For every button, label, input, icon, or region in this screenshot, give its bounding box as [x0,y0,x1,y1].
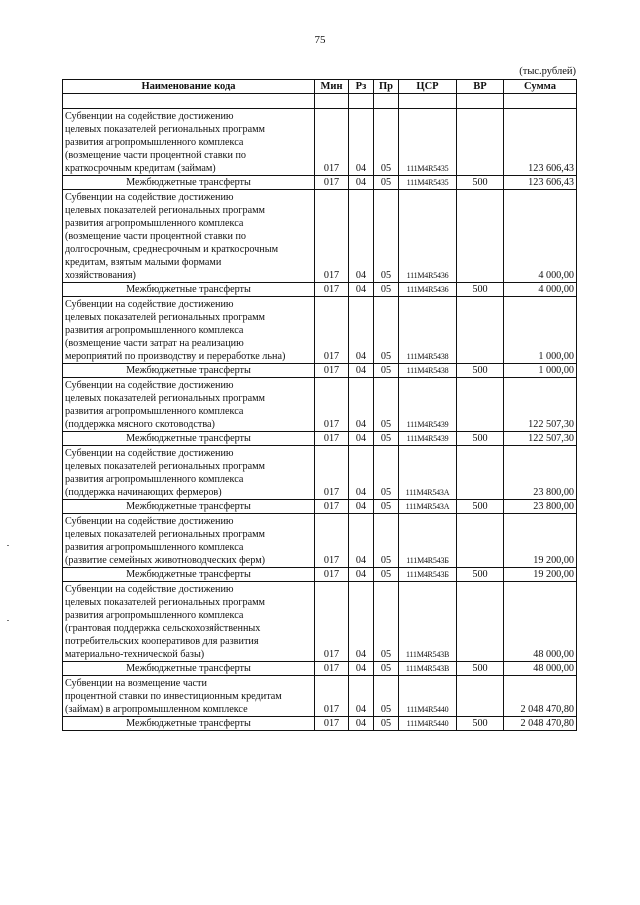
cell-csr: 111М4R5435 [399,176,457,190]
cell-min: 017 [315,283,349,297]
cell-min: 017 [315,717,349,731]
table-subrow [63,568,577,582]
cell-vr [457,514,504,568]
cell-rz: 04 [349,364,374,378]
cell-vr: 500 [457,662,504,676]
cell-vr: 500 [457,717,504,731]
cell-csr: 111М4R543А [399,446,457,500]
cell-sum: 123 606,43 [504,109,577,176]
cell-min: 017 [315,582,349,662]
table-row [63,190,577,283]
cell-name: Межбюджетные трансферты [63,432,315,446]
cell-sum: 1 000,00 [504,297,577,364]
table-row [63,109,577,176]
table-subrow [63,176,577,190]
table-row [63,446,577,500]
cell-rz: 04 [349,662,374,676]
header-name: Наименование кода [63,80,315,94]
cell-rz: 04 [349,500,374,514]
cell-vr [457,378,504,432]
cell-name: Субвенции на содействие достижению целевых показателей региональных программ развития агропромышленного комплекса (поддержка мясного скотоводства) [63,378,315,432]
table-row [63,514,577,568]
cell-pr: 05 [374,500,399,514]
cell-rz: 04 [349,378,374,432]
cell-csr: 111М4R543Б [399,514,457,568]
cell-name: Межбюджетные трансферты [63,568,315,582]
cell-vr [457,582,504,662]
cell-sum: 48 000,00 [504,582,577,662]
cell-vr: 500 [457,500,504,514]
cell-name: Субвенции на содействие достижению целевых показателей региональных программ развития агропромышленного комплекса (развитие семейных животноводческих ферм) [63,514,315,568]
table-row [63,582,577,662]
table-subrow [63,500,577,514]
table-body [63,94,577,731]
cell-pr: 05 [374,176,399,190]
cell-rz: 04 [349,432,374,446]
cell-min: 017 [315,500,349,514]
cell-sum: 123 606,43 [504,176,577,190]
cell-csr: 111М4R5435 [399,109,457,176]
table-subrow [63,283,577,297]
cell-name: Межбюджетные трансферты [63,500,315,514]
cell-csr: 111М4R543В [399,662,457,676]
cell-name: Межбюджетные трансферты [63,176,315,190]
scan-mark [7,545,9,546]
cell-vr [457,109,504,176]
cell-csr: 111М4R5440 [399,717,457,731]
table-subrow [63,717,577,731]
cell-min: 017 [315,432,349,446]
cell-pr: 05 [374,364,399,378]
cell-vr: 500 [457,283,504,297]
cell-rz: 04 [349,446,374,500]
cell-sum: 1 000,00 [504,364,577,378]
cell-name: Субвенции на возмещение части процентной ставки по инвестиционным кредитам (займам) в агропромышленном комплексе [63,676,315,717]
cell-pr: 05 [374,297,399,364]
header-csr: ЦСР [399,80,457,94]
cell-name: Субвенции на содействие достижению целевых показателей региональных программ развития агропромышленного комплекса (поддержка начинающих фермеров) [63,446,315,500]
table-subrow [63,662,577,676]
cell-vr [457,190,504,283]
cell-pr: 05 [374,514,399,568]
cell-min: 017 [315,446,349,500]
cell-csr: 111М4R5438 [399,364,457,378]
cell-sum: 2 048 470,80 [504,676,577,717]
cell-min: 017 [315,190,349,283]
cell-sum: 19 200,00 [504,514,577,568]
cell-csr: 111М4R543Б [399,568,457,582]
header-min: Мин [315,80,349,94]
cell-pr: 05 [374,378,399,432]
header-rz: Рз [349,80,374,94]
cell-csr: 111М4R543А [399,500,457,514]
table-subrow [63,432,577,446]
cell-pr: 05 [374,568,399,582]
cell-rz: 04 [349,109,374,176]
scan-mark [7,620,9,621]
cell-min: 017 [315,378,349,432]
cell-sum: 122 507,30 [504,378,577,432]
table-spacer-row [63,94,577,109]
cell-vr: 500 [457,364,504,378]
cell-name: Межбюджетные трансферты [63,364,315,378]
cell-min: 017 [315,364,349,378]
table-subrow [63,364,577,378]
cell-csr: 111М4R5436 [399,190,457,283]
cell-vr [457,297,504,364]
cell-name: Межбюджетные трансферты [63,283,315,297]
cell-pr: 05 [374,190,399,283]
cell-pr: 05 [374,446,399,500]
cell-rz: 04 [349,297,374,364]
cell-rz: 04 [349,514,374,568]
cell-min: 017 [315,662,349,676]
cell-rz: 04 [349,176,374,190]
cell-csr: 111М4R5439 [399,378,457,432]
cell-min: 017 [315,176,349,190]
cell-sum: 122 507,30 [504,432,577,446]
cell-vr: 500 [457,568,504,582]
cell-rz: 04 [349,568,374,582]
cell-sum: 2 048 470,80 [504,717,577,731]
cell-min: 017 [315,514,349,568]
units-label: (тыс.рублей) [519,66,576,77]
cell-pr: 05 [374,662,399,676]
cell-name: Субвенции на содействие достижению целевых показателей региональных программ развития агропромышленного комплекса (возмещение части затрат на реализацию мероприятий по производству и переработке льна) [63,297,315,364]
cell-csr: 111М4R5436 [399,283,457,297]
cell-vr [457,446,504,500]
cell-vr: 500 [457,176,504,190]
cell-rz: 04 [349,676,374,717]
table-row [63,676,577,717]
table-header-row [63,80,577,94]
cell-pr: 05 [374,582,399,662]
header-pr: Пр [374,80,399,94]
cell-rz: 04 [349,283,374,297]
cell-min: 017 [315,568,349,582]
cell-vr: 500 [457,432,504,446]
cell-csr: 111М4R5438 [399,297,457,364]
cell-pr: 05 [374,717,399,731]
cell-sum: 19 200,00 [504,568,577,582]
cell-name: Субвенции на содействие достижению целевых показателей региональных программ развития агропромышленного комплекса (возмещение части процентной ставки по краткосрочным кредитам (займам) [63,109,315,176]
cell-min: 017 [315,676,349,717]
cell-name: Субвенции на содействие достижению целевых показателей региональных программ развития агропромышленного комплекса (возмещение части процентной ставки по долгосрочным, среднесрочным и краткосрочным кредитам, взятым малыми формами хозяйствования) [63,190,315,283]
header-vr: ВР [457,80,504,94]
cell-sum: 23 800,00 [504,446,577,500]
table-row [63,378,577,432]
cell-sum: 4 000,00 [504,190,577,283]
cell-csr: 111М4R5440 [399,676,457,717]
cell-pr: 05 [374,283,399,297]
table-row [63,297,577,364]
cell-rz: 04 [349,190,374,283]
cell-csr: 111М4R543В [399,582,457,662]
header-sum: Сумма [504,80,577,94]
cell-csr: 111М4R5439 [399,432,457,446]
cell-pr: 05 [374,109,399,176]
cell-name: Субвенции на содействие достижению целевых показателей региональных программ развития агропромышленного комплекса (грантовая поддержка сельскохозяйственных потребительских кооперативов для развития материально-технической базы) [63,582,315,662]
cell-sum: 4 000,00 [504,283,577,297]
page-number: 75 [314,34,326,46]
cell-name: Межбюджетные трансферты [63,717,315,731]
cell-rz: 04 [349,717,374,731]
budget-table [62,79,577,731]
cell-vr [457,676,504,717]
cell-rz: 04 [349,582,374,662]
cell-min: 017 [315,297,349,364]
cell-pr: 05 [374,676,399,717]
cell-min: 017 [315,109,349,176]
cell-sum: 23 800,00 [504,500,577,514]
cell-sum: 48 000,00 [504,662,577,676]
cell-pr: 05 [374,432,399,446]
cell-name: Межбюджетные трансферты [63,662,315,676]
